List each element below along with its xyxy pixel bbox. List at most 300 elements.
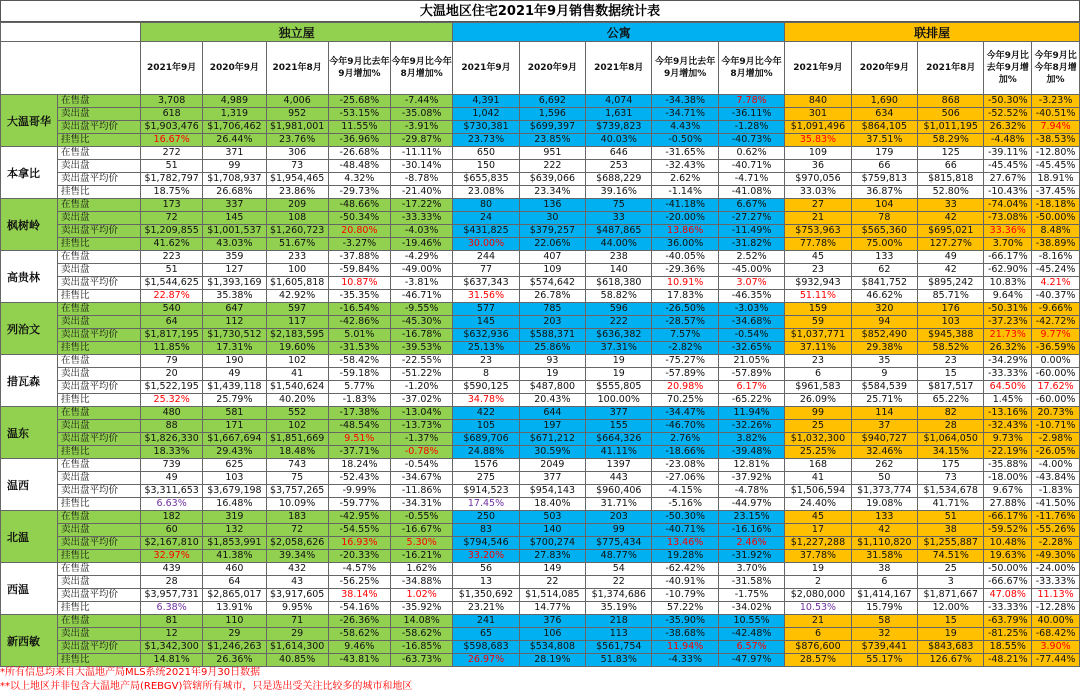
data-cell: 13 <box>453 576 519 589</box>
data-cell: 103 <box>203 472 266 485</box>
data-cell: 149 <box>519 563 585 576</box>
data-cell: -3.27% <box>328 238 390 251</box>
data-cell: 41.71% <box>918 498 984 511</box>
data-cell: $1,350,692 <box>453 589 519 602</box>
data-cell: $2,167,810 <box>141 537 203 550</box>
table-row <box>1 173 1080 186</box>
data-cell: 32.46% <box>851 446 917 459</box>
data-cell: 56 <box>453 563 519 576</box>
data-cell: -7.44% <box>391 95 453 108</box>
data-cell: 28 <box>141 576 203 589</box>
column-header: 2021年8月 <box>918 42 984 95</box>
data-cell: 21.73% <box>984 329 1032 342</box>
data-cell: 75.00% <box>851 238 917 251</box>
data-cell: -35.35% <box>328 290 390 303</box>
data-cell: 33 <box>586 212 652 225</box>
data-cell: -27.06% <box>652 472 718 485</box>
table-row <box>1 277 1080 290</box>
data-cell: $1,706,462 <box>203 121 266 134</box>
data-cell: -31.92% <box>718 550 784 563</box>
data-cell: -20.33% <box>328 550 390 563</box>
data-cell: 540 <box>141 303 203 316</box>
table-row <box>1 394 1080 407</box>
metric-label: 卖出盘 <box>58 628 141 641</box>
data-cell: -40.73% <box>718 134 784 147</box>
table-row <box>1 108 1080 121</box>
data-cell: -5.16% <box>652 498 718 511</box>
data-cell: -35.08% <box>391 108 453 121</box>
data-cell: 27.67% <box>984 173 1032 186</box>
data-cell: -18.66% <box>652 446 718 459</box>
data-cell: -12.28% <box>1032 602 1080 615</box>
data-cell: $815,818 <box>918 173 984 186</box>
data-cell: 40.85% <box>266 654 328 667</box>
data-cell: 22 <box>519 576 585 589</box>
data-cell: 29.38% <box>851 342 917 355</box>
data-cell: $565,360 <box>851 225 917 238</box>
data-cell: -13.73% <box>391 420 453 433</box>
data-cell: 140 <box>519 524 585 537</box>
data-cell: $753,963 <box>785 225 851 238</box>
data-cell: 4.21% <box>1032 277 1080 290</box>
data-cell: -20.00% <box>652 212 718 225</box>
data-cell: -57.89% <box>718 368 784 381</box>
data-cell: $431,825 <box>453 225 519 238</box>
data-cell: 9.46% <box>328 641 390 654</box>
data-cell: -33.33% <box>984 368 1032 381</box>
data-cell: 28.57% <box>785 654 851 667</box>
data-cell: -59.52% <box>984 524 1032 537</box>
metric-label: 卖出盘 <box>58 316 141 329</box>
data-cell: -50.00% <box>984 563 1032 576</box>
data-cell: 262 <box>851 459 917 472</box>
data-cell: -4.71% <box>718 173 784 186</box>
data-cell: 3,708 <box>141 95 203 108</box>
data-cell: 109 <box>519 264 585 277</box>
data-cell: 2.76% <box>652 433 718 446</box>
data-cell: $895,242 <box>918 277 984 290</box>
footnotes <box>0 666 412 694</box>
data-cell: 94 <box>851 316 917 329</box>
data-cell: -54.55% <box>328 524 390 537</box>
data-cell: 49 <box>141 472 203 485</box>
metric-label: 卖出盘平均价 <box>58 121 141 134</box>
data-cell: -81.25% <box>984 628 1032 641</box>
table-row <box>1 563 1080 576</box>
table-row <box>1 329 1080 342</box>
data-cell: 443 <box>586 472 652 485</box>
data-cell: 868 <box>918 95 984 108</box>
data-cell: 43 <box>266 576 328 589</box>
data-cell: -11.76% <box>1032 511 1080 524</box>
data-cell: -50.31% <box>984 303 1032 316</box>
data-cell: -4.57% <box>328 563 390 576</box>
data-cell: 22 <box>586 576 652 589</box>
data-cell: $954,143 <box>519 485 585 498</box>
table-row <box>1 589 1080 602</box>
table-row <box>1 550 1080 563</box>
data-cell: $876,600 <box>785 641 851 654</box>
data-cell: 73 <box>918 472 984 485</box>
data-cell: 1.45% <box>984 394 1032 407</box>
data-cell: 65 <box>453 628 519 641</box>
data-cell: 238 <box>586 251 652 264</box>
data-cell: -24.00% <box>1032 563 1080 576</box>
data-cell: 25 <box>918 563 984 576</box>
data-cell: 951 <box>519 147 585 160</box>
metric-label: 在售盘 <box>58 95 141 108</box>
data-cell: -16.85% <box>391 641 453 654</box>
table-row <box>1 212 1080 225</box>
metric-label: 卖出盘平均价 <box>58 381 141 394</box>
table-row <box>1 290 1080 303</box>
data-cell: 171 <box>203 420 266 433</box>
metric-label: 挂售比 <box>58 238 141 251</box>
data-cell: 1,690 <box>851 95 917 108</box>
data-cell: -45.30% <box>391 316 453 329</box>
data-cell: -2.82% <box>652 342 718 355</box>
table-row <box>1 576 1080 589</box>
data-cell: -0.54% <box>718 329 784 342</box>
data-cell: -34.31% <box>391 498 453 511</box>
data-cell: 25 <box>785 420 851 433</box>
data-cell: 10.09% <box>266 498 328 511</box>
data-cell: 8 <box>453 368 519 381</box>
data-cell: $841,752 <box>851 277 917 290</box>
data-cell: 30.00% <box>453 238 519 251</box>
data-cell: $970,056 <box>785 173 851 186</box>
data-cell: 306 <box>266 147 328 160</box>
data-cell: -1.20% <box>391 381 453 394</box>
data-cell: 106 <box>519 628 585 641</box>
data-cell: $759,813 <box>851 173 917 186</box>
data-cell: 65.22% <box>918 394 984 407</box>
data-cell: 11.94% <box>718 407 784 420</box>
data-cell: -66.67% <box>984 576 1032 589</box>
data-cell: 26.32% <box>984 342 1032 355</box>
data-cell: -73.08% <box>984 212 1032 225</box>
data-cell: $1,954,465 <box>266 173 328 186</box>
data-cell: -40.71% <box>718 160 784 173</box>
data-cell: 11.13% <box>1032 589 1080 602</box>
data-cell: 23 <box>918 355 984 368</box>
metric-label: 挂售比 <box>58 290 141 303</box>
table-row <box>1 459 1080 472</box>
metric-label: 卖出盘平均价 <box>58 433 141 446</box>
data-cell: -42.72% <box>1032 316 1080 329</box>
data-cell: 18.75% <box>141 186 203 199</box>
data-cell: 19 <box>586 368 652 381</box>
region-name: 高贵林 <box>1 251 58 303</box>
data-cell: 62 <box>851 264 917 277</box>
data-cell: 22.87% <box>141 290 203 303</box>
data-cell: -29.87% <box>391 134 453 147</box>
data-cell: 1.02% <box>391 589 453 602</box>
data-cell: 140 <box>586 264 652 277</box>
data-cell: 7.57% <box>652 329 718 342</box>
table-row <box>1 485 1080 498</box>
data-cell: -3.03% <box>718 303 784 316</box>
data-cell: $730,381 <box>453 121 519 134</box>
data-cell: 4,391 <box>453 95 519 108</box>
data-cell: -16.21% <box>391 550 453 563</box>
column-header: 2021年9月 <box>785 42 851 95</box>
data-cell: -48.21% <box>984 654 1032 667</box>
data-cell: 55.17% <box>851 654 917 667</box>
data-cell: 17 <box>785 524 851 537</box>
data-cell: 250 <box>453 511 519 524</box>
data-cell: 46.62% <box>851 290 917 303</box>
data-cell: $534,808 <box>519 641 585 654</box>
data-cell: 78 <box>851 212 917 225</box>
data-cell: $864,105 <box>851 121 917 134</box>
data-cell: $3,679,198 <box>203 485 266 498</box>
data-cell: -32.26% <box>718 420 784 433</box>
data-cell: $1,255,887 <box>918 537 984 550</box>
metric-label: 卖出盘 <box>58 420 141 433</box>
data-cell: 27.83% <box>519 550 585 563</box>
data-cell: 12.00% <box>918 602 984 615</box>
data-cell: 73 <box>266 160 328 173</box>
data-cell: 10.83% <box>984 277 1032 290</box>
table-row <box>1 407 1080 420</box>
data-cell: -9.66% <box>1032 303 1080 316</box>
region-name: 大温哥华 <box>1 95 58 147</box>
data-cell: 40.00% <box>1032 615 1080 628</box>
data-cell: -0.55% <box>391 511 453 524</box>
data-cell: 618 <box>141 108 203 121</box>
data-cell: 15 <box>918 615 984 628</box>
data-cell: 132 <box>203 524 266 537</box>
data-cell: 37 <box>851 420 917 433</box>
data-cell: 18.48% <box>266 446 328 459</box>
data-cell: 99 <box>785 407 851 420</box>
data-cell: -35.90% <box>652 615 718 628</box>
data-cell: 34.15% <box>918 446 984 459</box>
data-cell: -55.26% <box>1032 524 1080 537</box>
table-row <box>1 537 1080 550</box>
data-cell: 253 <box>586 160 652 173</box>
group-detached: 独立屋 <box>141 23 453 42</box>
data-cell: 41.38% <box>203 550 266 563</box>
data-cell: $555,805 <box>586 381 652 394</box>
metric-label: 卖出盘 <box>58 368 141 381</box>
data-cell: 26.09% <box>785 394 851 407</box>
column-header: 2021年9月 <box>141 42 203 95</box>
data-cell: 17.45% <box>453 498 519 511</box>
data-cell: 40.03% <box>586 134 652 147</box>
region-name: 西温 <box>1 563 58 615</box>
data-cell: 9.64% <box>984 290 1032 303</box>
data-cell: -2.98% <box>1032 433 1080 446</box>
data-cell: 77 <box>453 264 519 277</box>
data-cell: -17.22% <box>391 199 453 212</box>
data-cell: 377 <box>519 472 585 485</box>
data-cell: -4.78% <box>718 485 784 498</box>
data-cell: -48.66% <box>328 199 390 212</box>
data-cell: $1,540,624 <box>266 381 328 394</box>
data-cell: -37.23% <box>984 316 1032 329</box>
data-cell: -17.38% <box>328 407 390 420</box>
data-cell: 3.82% <box>718 433 784 446</box>
data-cell: -41.08% <box>718 186 784 199</box>
data-cell: $588,371 <box>519 329 585 342</box>
table-row <box>1 147 1080 160</box>
data-cell: 13.86% <box>652 225 718 238</box>
data-cell: 66 <box>851 160 917 173</box>
data-cell: 48.77% <box>586 550 652 563</box>
data-cell: $1,393,169 <box>203 277 266 290</box>
data-cell: 301 <box>785 108 851 121</box>
data-cell: -43.81% <box>328 654 390 667</box>
data-cell: $637,343 <box>453 277 519 290</box>
sales-table <box>0 22 1080 667</box>
data-cell: 35.38% <box>203 290 266 303</box>
data-cell: 460 <box>203 563 266 576</box>
data-cell: 32.97% <box>141 550 203 563</box>
column-header-row <box>1 42 1080 95</box>
data-cell: 127 <box>203 264 266 277</box>
data-cell: -34.67% <box>391 472 453 485</box>
metric-label: 在售盘 <box>58 459 141 472</box>
data-cell: $1,414,167 <box>851 589 917 602</box>
data-cell: $739,441 <box>851 641 917 654</box>
column-header: 今年9月比今年8月增加% <box>1032 42 1080 95</box>
data-cell: 25.25% <box>785 446 851 459</box>
data-cell: $1,851,669 <box>266 433 328 446</box>
data-cell: 337 <box>203 199 266 212</box>
data-cell: 18.24% <box>328 459 390 472</box>
data-cell: $487,800 <box>519 381 585 394</box>
data-cell: 2049 <box>519 459 585 472</box>
data-cell: 36 <box>785 160 851 173</box>
data-cell: $664,326 <box>586 433 652 446</box>
data-cell: 40.20% <box>266 394 328 407</box>
data-cell: 114 <box>851 407 917 420</box>
data-cell: 11.85% <box>141 342 203 355</box>
data-cell: 59 <box>785 316 851 329</box>
data-cell: -11.86% <box>391 485 453 498</box>
data-cell: -1.37% <box>391 433 453 446</box>
data-cell: -10.43% <box>984 186 1032 199</box>
data-cell: -42.48% <box>718 628 784 641</box>
data-cell: 24 <box>453 212 519 225</box>
data-cell: -36.96% <box>328 134 390 147</box>
data-cell: 83 <box>453 524 519 537</box>
data-cell: 840 <box>785 95 851 108</box>
data-cell: $3,957,731 <box>141 589 203 602</box>
data-cell: $945,388 <box>918 329 984 342</box>
data-cell: 233 <box>266 251 328 264</box>
data-cell: $3,917,605 <box>266 589 328 602</box>
data-cell: -66.17% <box>984 511 1032 524</box>
data-cell: 25.79% <box>203 394 266 407</box>
data-cell: $487,865 <box>586 225 652 238</box>
data-cell: 133 <box>851 511 917 524</box>
metric-label: 卖出盘 <box>58 108 141 121</box>
metric-label: 卖出盘平均价 <box>58 225 141 238</box>
data-cell: $961,583 <box>785 381 851 394</box>
data-cell: 133 <box>851 251 917 264</box>
data-cell: 552 <box>266 407 328 420</box>
data-cell: 19 <box>586 355 652 368</box>
data-cell: -45.00% <box>718 264 784 277</box>
data-cell: 2 <box>785 576 851 589</box>
table-row <box>1 472 1080 485</box>
data-cell: 23.21% <box>453 602 519 615</box>
data-cell: 75 <box>266 472 328 485</box>
data-cell: 155 <box>586 420 652 433</box>
metric-label: 卖出盘平均价 <box>58 641 141 654</box>
data-cell: -40.51% <box>1032 108 1080 121</box>
data-cell: 70.25% <box>652 394 718 407</box>
data-cell: 0.00% <box>1032 355 1080 368</box>
region-name: 温东 <box>1 407 58 459</box>
table-row <box>1 251 1080 264</box>
data-cell: -4.00% <box>1032 459 1080 472</box>
table-row <box>1 186 1080 199</box>
data-cell: $574,642 <box>519 277 585 290</box>
metric-label: 卖出盘 <box>58 576 141 589</box>
data-cell: -3.81% <box>391 277 453 290</box>
data-cell: 41.62% <box>141 238 203 251</box>
data-cell: 6.17% <box>718 381 784 394</box>
data-cell: 16.67% <box>141 134 203 147</box>
data-cell: 6.38% <box>141 602 203 615</box>
data-cell: 100 <box>266 264 328 277</box>
region-name: 本拿比 <box>1 147 58 199</box>
data-cell: 21.05% <box>718 355 784 368</box>
data-cell: 42 <box>918 212 984 225</box>
data-cell: 20.43% <box>519 394 585 407</box>
data-cell: 26.97% <box>453 654 519 667</box>
data-cell: 23.85% <box>519 134 585 147</box>
data-cell: 644 <box>519 407 585 420</box>
data-cell: -33.33% <box>984 602 1032 615</box>
data-cell: -13.04% <box>391 407 453 420</box>
data-cell: 222 <box>586 316 652 329</box>
data-cell: 650 <box>453 147 519 160</box>
data-cell: 64 <box>141 316 203 329</box>
data-cell: 18.91% <box>1032 173 1080 186</box>
metric-label: 挂售比 <box>58 394 141 407</box>
data-cell: 113 <box>586 628 652 641</box>
data-cell: 739 <box>141 459 203 472</box>
data-cell: 646 <box>586 147 652 160</box>
metric-label: 卖出盘平均价 <box>58 485 141 498</box>
metric-label: 卖出盘 <box>58 160 141 173</box>
data-cell: 36.87% <box>851 186 917 199</box>
data-cell: 577 <box>453 303 519 316</box>
data-cell: -45.45% <box>1032 160 1080 173</box>
data-cell: $739,823 <box>586 121 652 134</box>
data-cell: 26.36% <box>203 654 266 667</box>
data-cell: 5.77% <box>328 381 390 394</box>
data-cell: 359 <box>203 251 266 264</box>
data-cell: 29 <box>266 628 328 641</box>
data-cell: 19 <box>918 628 984 641</box>
data-cell: 33.03% <box>785 186 851 199</box>
data-cell: 23.15% <box>718 511 784 524</box>
data-cell: 1397 <box>586 459 652 472</box>
data-cell: 37.51% <box>851 134 917 147</box>
data-cell: 58.29% <box>918 134 984 147</box>
data-cell: 23.34% <box>519 186 585 199</box>
data-cell: 110 <box>203 615 266 628</box>
data-cell: $1,522,195 <box>141 381 203 394</box>
data-cell: 25.71% <box>851 394 917 407</box>
data-cell: -38.68% <box>652 628 718 641</box>
